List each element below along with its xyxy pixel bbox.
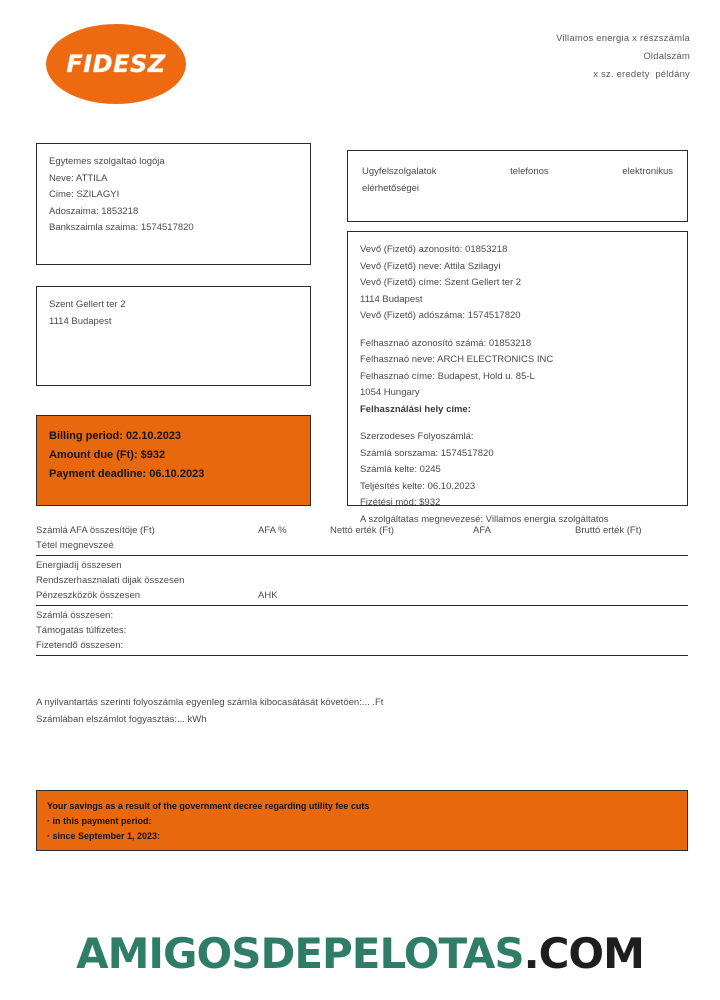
supplier-info-box bbox=[36, 143, 311, 265]
payment-deadline: Payment deadline: 06.10.2023 bbox=[49, 468, 205, 480]
header-col-afa: AFA bbox=[473, 525, 491, 536]
note-consumption: Számlában elszámlot fogyasztás:... kWh bbox=[36, 714, 207, 725]
service-description: A szolgáltatas megnevezesé: Villamos energia szolgáltatos bbox=[360, 513, 609, 525]
customer-details-box bbox=[347, 231, 688, 525]
invoice-notes bbox=[36, 694, 676, 728]
table-row bbox=[36, 623, 688, 638]
supplier-tax-number: Adoszaima: 1853218 bbox=[49, 205, 139, 217]
savings-since-september: · since September 1, 2023: bbox=[47, 831, 161, 841]
supplier-title: Egytemes szolgaltaó logója bbox=[49, 156, 165, 167]
payer-name: Vevő (Fizető) neve: Attila Szilagyi bbox=[360, 260, 501, 272]
table-rule-middle bbox=[36, 605, 688, 606]
customer-service-contact-box bbox=[347, 150, 688, 222]
invoice-date: Számlá kelte: 0245 bbox=[360, 464, 441, 475]
table-row bbox=[36, 573, 688, 588]
supplier-name: Neve: ATTILA bbox=[49, 172, 108, 184]
header-col-gross-value: Bruttó erték (Ft) bbox=[575, 525, 642, 536]
payment-method: Fizétési mód: $932 bbox=[360, 497, 441, 508]
invoice-details-group bbox=[360, 429, 675, 528]
user-id: Felhasznaó azonosító számá: 01853218 bbox=[360, 337, 532, 349]
payer-details-group bbox=[360, 242, 675, 325]
row-label: Támogatás túlfizetes: bbox=[36, 625, 127, 636]
row-afa-percent: AHK bbox=[258, 590, 278, 601]
user-city: 1054 Hungary bbox=[360, 387, 420, 398]
payer-id: Vevő (Fizető) azonosító: 01853218 bbox=[360, 244, 508, 255]
row-label: Rendszerhasznalati dijak összesen bbox=[36, 575, 185, 586]
note-balance: A nyilvantartás szerinti folyoszámla egyenleg számla kibocasátását követöen:... .Ft bbox=[36, 697, 384, 708]
row-label: Pénzeszközök összesen bbox=[36, 590, 141, 601]
header-col-afa-percent: AFA % bbox=[258, 525, 287, 536]
table-row bbox=[36, 608, 688, 623]
payer-city: 1114 Budapest bbox=[360, 293, 423, 305]
header-line-1: Villamos energia x részszámla bbox=[556, 33, 690, 44]
row-label: Számlá összesen: bbox=[36, 610, 114, 621]
table-header-row-2 bbox=[36, 538, 688, 553]
government-savings-box bbox=[36, 790, 688, 851]
header-line-2: Oldalszám bbox=[643, 51, 690, 62]
savings-this-period: · in this payment period: bbox=[47, 816, 152, 826]
vat-summary-table bbox=[36, 523, 688, 658]
watermark-name: AMIGOSDEPELOTAS bbox=[76, 929, 524, 978]
watermark-tld: .COM bbox=[523, 929, 644, 978]
user-details-group bbox=[360, 336, 675, 419]
table-row bbox=[36, 558, 688, 573]
supplier-address: Cime: SZILAGYI bbox=[49, 189, 120, 200]
contact-line-2: elérhetőségei bbox=[362, 183, 420, 194]
amount-due: Amount due (Ft): $932 bbox=[49, 449, 166, 461]
header-line-3: x sz. eredety példány bbox=[593, 69, 690, 80]
row-label: Fizetendő összesen: bbox=[36, 640, 124, 651]
header-col-title: Számlá AFA összesítöje (Ft) bbox=[36, 525, 155, 536]
billing-period: Billing period: 02.10.2023 bbox=[49, 430, 182, 442]
header-col-net-value: Nettó erték (Ft) bbox=[330, 525, 394, 536]
delivery-address-box bbox=[36, 286, 311, 386]
row-label: Energiadíj összesen bbox=[36, 560, 122, 571]
table-row bbox=[36, 638, 688, 653]
consumption-site-label: Felhasználási hely címe: bbox=[360, 403, 471, 415]
invoice-header bbox=[390, 30, 690, 84]
site-watermark bbox=[0, 929, 720, 978]
contact-line-1: Ugyfelszolgalatok telefonos elektronikus bbox=[362, 166, 673, 177]
fulfillment-date: Teljésítés kelte: 06.10.2023 bbox=[360, 480, 476, 492]
table-row bbox=[36, 588, 688, 603]
payer-tax-number: Vevő (Fizető) adószáma: 1574517820 bbox=[360, 310, 521, 321]
billing-summary-box bbox=[36, 415, 311, 506]
user-name: Felhasznaó neve: ARCH ELECTRONICS INC bbox=[360, 354, 554, 365]
contract-account: Szerzodeses Folyoszámlá: bbox=[360, 431, 474, 442]
delivery-city: 1114 Budapest bbox=[49, 315, 112, 327]
table-rule-bottom bbox=[36, 655, 688, 656]
payer-address: Vevő (Fizető) címe: Szent Gellert ter 2 bbox=[360, 277, 522, 288]
invoice-serial-number: Számlá sorszama: 1574517820 bbox=[360, 447, 494, 459]
fidesz-logo-text: FIDESZ bbox=[66, 50, 166, 78]
header-col-item-name: Tétel megnevszeé bbox=[36, 540, 114, 551]
table-rule-top bbox=[36, 555, 688, 556]
supplier-bank-account: Bankszaimla szaima: 1574517820 bbox=[49, 222, 194, 233]
user-address: Felhasznaó címe: Budapest, Hold u. 85-L bbox=[360, 370, 535, 382]
table-header-row-1 bbox=[36, 523, 688, 538]
savings-heading: Your savings as a result of the government decree regarding utility fee cuts bbox=[47, 801, 370, 811]
delivery-street: Szent Gellert ter 2 bbox=[49, 299, 126, 310]
fidesz-logo bbox=[46, 24, 186, 104]
